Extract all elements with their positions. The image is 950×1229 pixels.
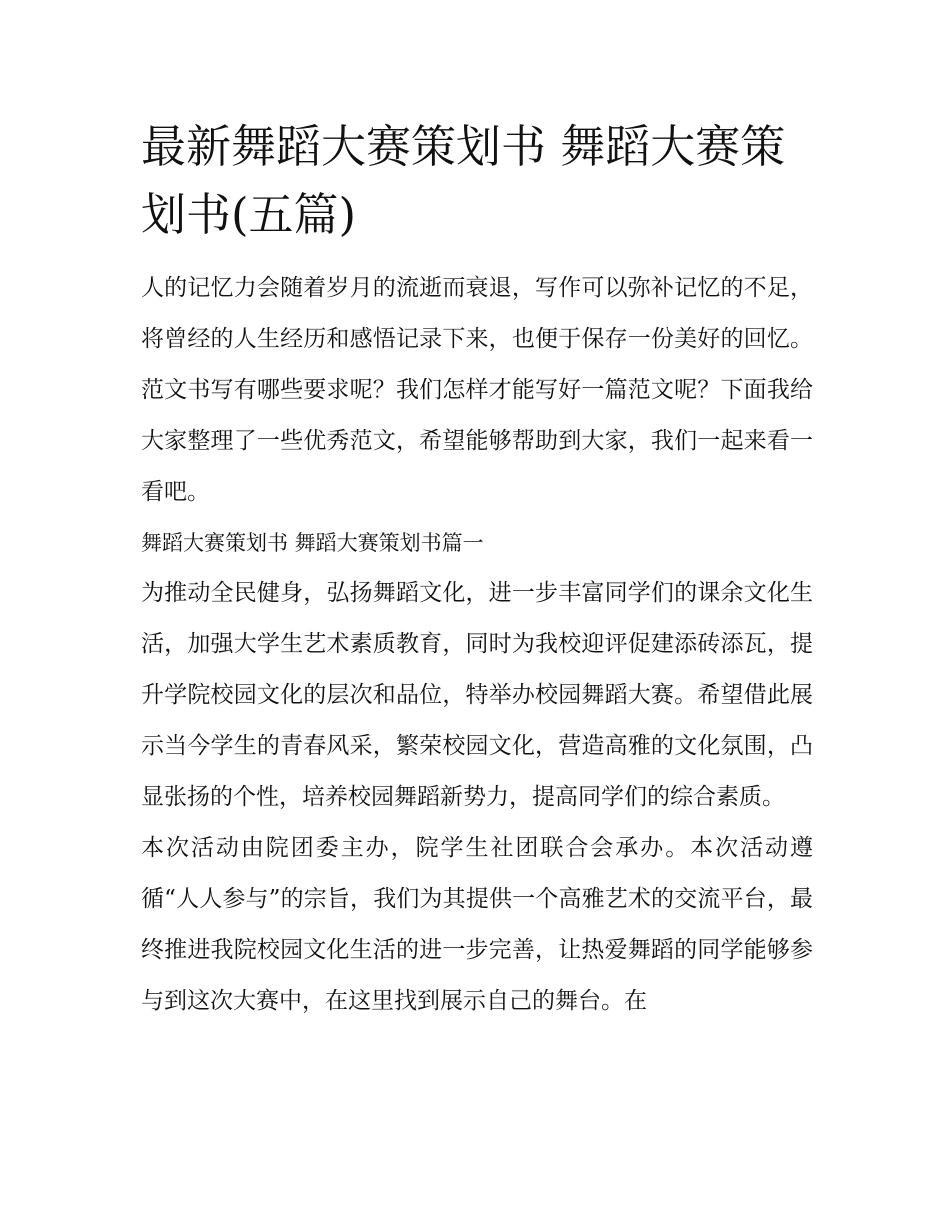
- body-paragraph-1: 为推动全民健身，弘扬舞蹈文化，进一步丰富同学们的课余文化生活，加强大学生艺术素质教育，同时为我校迎评促建添砖添瓦，提升学院校园文化的层次和品位，特举办校园舞蹈大赛。希望借此展示当今学生的青春风采，繁荣校园文化，营造高雅的文化氛围，凸显张扬的个性，培养校园舞蹈新势力，提高同学们的综合素质。: [141, 580, 813, 810]
- document-body: [141, 113, 813, 1027]
- document-title: 最新舞蹈大赛策划书 舞蹈大赛策划书(五篇): [141, 120, 786, 241]
- intro-paragraph: 人的记忆力会随着岁月的流逝而衰退，写作可以弥补记忆的不足，将曾经的人生经历和感悟记录下来，也便于保存一份美好的回忆。范文书写有哪些要求呢？我们怎样才能写好一篇范文呢？下面我给大家整理了一些优秀范文，希望能够帮助到大家，我们一起来看一看吧。: [141, 275, 813, 505]
- body-paragraph-2: 本次活动由院团委主办，院学生社团联合会承办。本次活动遵循“人人参与”的宗旨，我们为其提供一个高雅艺术的交流平台，最终推进我院校园文化生活的进一步完善，让热爱舞蹈的同学能够参与到这次大赛中，在这里找到展示自己的舞台。在: [141, 835, 813, 1014]
- section-heading: 舞蹈大赛策划书 舞蹈大赛策划书篇一: [141, 531, 484, 555]
